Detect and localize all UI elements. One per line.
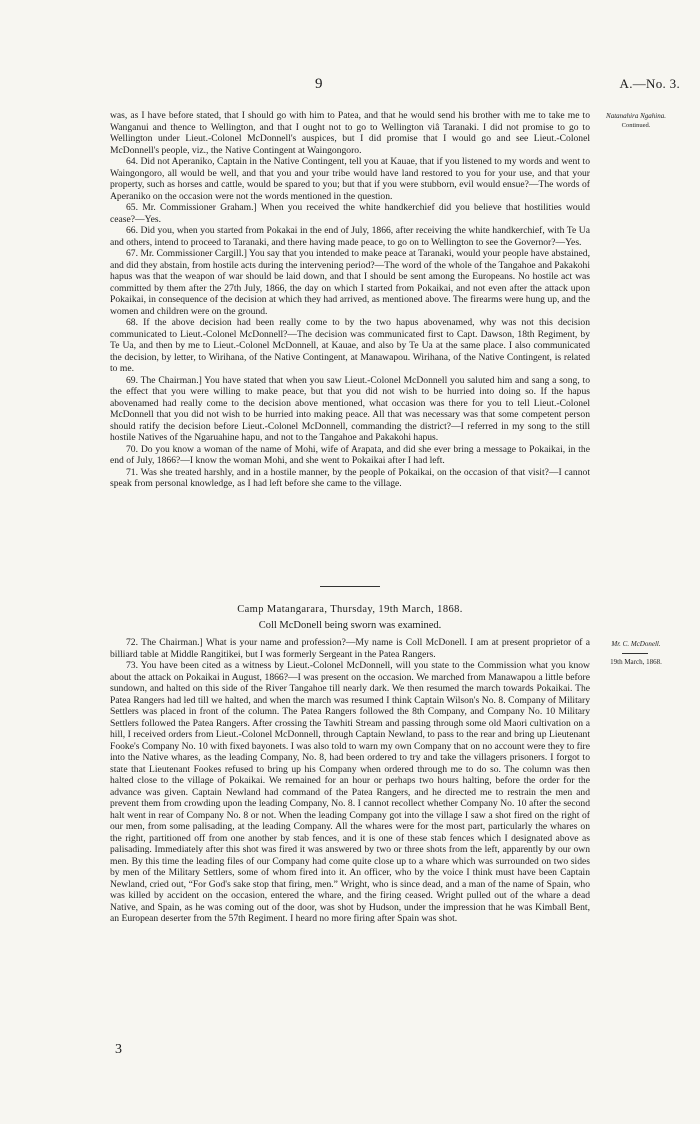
section-subheading: Coll McDonell being sworn was examined.: [258, 620, 442, 631]
paragraph: 67. Mr. Commissioner Cargill.] You say that you intended to make peace at Taranaki, would your people have abstained, and did they abstain, from hostile acts during the intervening period?—The word of the whole of the Tangahoe and Pakakohi hapus was that the weapon of war should be laid down, and that I should be sent among the Europeans. No hostile act was committed by them after the 27th July, 1866, the day on which I started from Pokaikai, and not even after the attack upon Pokaikai, in consequence of the decision at which they had arrived, as mentioned above. The firearms were hung up, and the women and children were on the ground.: [110, 248, 590, 317]
paragraph: 69. The Chairman.] You have stated that when you saw Lieut.-Colonel McDonnell you saluted him and sang a song, to the effect that you were willing to make peace, but that you did not wish to be hurried into doing so. If the hapus abovenamed had really come to the decision above mentioned, what occasion was there for you to tell Lieut.-Colonel McDonnell that you did not wish to be hurried into making peace. All that was necessary was that some competent person should ratify the decision before Lieut.-Colonel McDonnell, commanding the district?—I referred in my song to the still hostile Natives of the Ngaruahine hapu, and not to the Tangahoe and Pakakohi hapus.: [110, 374, 590, 443]
page-header: [110, 76, 680, 96]
paragraph: 71. Was she treated harshly, and in a hostile manner, by the people of Pokaikai, on the occasion of that visit?—I cannot speak from personal knowledge, as I had left before she came to the village.: [110, 466, 590, 489]
document-reference: A.—No. 3.: [619, 76, 680, 91]
paragraph: 64. Did not Aperaniko, Captain in the Native Contingent, tell you at Kauae, that if you listened to my words and went to Waingongoro, all would be well, and that you and your tribe would have land restored to you for your use, and that your property, such as horses and cattle, would be spared to you; but that if you were stubborn, evil would ensue?—The words of Aperaniko on the occasion were not the words mentioned in the question.: [110, 156, 590, 202]
margin-note-date: 19th March, 1868.: [610, 658, 662, 666]
margin-note-continued: Continued.: [621, 122, 651, 129]
margin-note-name: Natanahira Ngahina.: [606, 112, 666, 120]
page-number: 9: [315, 76, 323, 92]
paragraph: 66. Did you, when you started from Pokakai in the end of July, 1866, after receiving the white handkerchief, with Te Ua and others, intend to proceed to Taranaki, and there having made peace, to go on to Wellington to see the Governor?—Yes.: [110, 225, 590, 248]
section-heading: Camp Matangarara, Thursday, 19th March, 1868.: [237, 604, 463, 615]
questions-block-2: [110, 637, 590, 925]
questions-block-1: [110, 110, 590, 490]
section-divider: [320, 586, 380, 587]
paragraph: 68. If the above decision had been really come to by the two hapus abovenamed, why was not this decision communicated to Lieut.-Colonel McDonnell?—The decision was communicated first to Capt. Dawson, 18th Regiment, by Te Ua, and then by me to Lieut.-Colonel McDonnell, at Kauae, and also by Te Ua at the same place. I also communicated the decision, by letter, to Wirihana, of the Native Contingent, at Manawapou. Wirihana, of the Native Contingent, is related to me.: [110, 317, 590, 374]
margin-note-witness-1: [594, 112, 678, 130]
margin-divider: [622, 653, 648, 654]
paragraph: 70. Do you know a woman of the name of Mohi, wife of Arapata, and did she ever bring a message to Pokaikai, in the end of July, 1866?—I know the woman Mohi, and she went to Pokaikai after I had left.: [110, 443, 590, 466]
paragraph: 65. Mr. Commissioner Graham.] When you received the white handkerchief did you believe that hostilities would cease?—Yes.: [110, 202, 590, 225]
paragraph: 72. The Chairman.] What is your name and profession?—My name is Coll McDonell. I am at present proprietor of a billiard table at Middle Rangitikei, but I was formerly Sergeant in the Patea Rangers.: [110, 637, 590, 660]
margin-note-witness-2: Mr. C. McDonell.: [611, 640, 661, 648]
signature-mark: 3: [115, 1042, 122, 1057]
paragraph: 73. You have been cited as a witness by Lieut.-Colonel McDonnell, will you state to the Commission what you know about the attack on Pokaikai in August, 1866?—I was present on the occasion. We marched from Manawapou a little before sundown, and halted on this side of the River Tangahoe till nearly dark. We then resumed the march towards Pokaikai. The Patea Rangers had led till we halted, and when the march was resumed I think Captain Wilson's No. 8. Company of Military Settlers was placed in front of the column. The Patea Rangers followed the 8th Company, and Company No. 10 Military Settlers followed the Patea Rangers. After crossing the Tawhiti Stream and passing through some old Maori cultivation on a hill, I received orders from Lieut.-Colonel McDonnell, through Captain Newland, to pass to the rear and bring up Lieutenant Fooke's Company No. 10 with fixed bayonets. I was also told to warn my own Company that on no account were they to fire into the Native whares, as the leading Company, No. 8, had been ordered to try and take the villagers prisoners. I forgot to state that Lieutenant Fookes refused to bring up his Company when ordered through me to do so. The column was then halted close to the village of Pokaikai. We remained for an hour or perhaps two hours halting, before the order for the advance was given. Captain Newland had command of the Patea Rangers, and he directed me to restrain the men and prevent them from crowding upon the leading Company, No. 8. I cannot recollect whether Company No. 10 after the second halt went in rear of Company No. 8 or not. When the leading Company got into the village I saw a shot fired on the right of our men, from some palisading, at the leading Company. All the whares were for the most part, particularly the whares on the right, partitioned off from one another by stab fences, and it is one of these stab fences which I designated above as palisading. Immediately after this shot was fired it was answered by two or three shots from the left, apparently by our own men. By this time the leading files of our Company had come quite close up to a whare which was surrounded on two sides by men of the Military Settlers, some of whom fired into it. An officer, who by the voice I think must have been Captain Newland, cried out, “For God's sake stop that firing, men.” Wright, who is since dead, and a man of the name of Spain, who was killed by accident on the occasion, entered the whare, and the firing ceased. Wright pulled out of the whare a dead Native, and Spain, as he was coming out of the door, was shot by Hudson, under the impression that he was Kimball Bent, an European deserter from the 57th Regiment. I heard no more firing after Spain was shot.: [110, 660, 590, 924]
paragraph: was, as I have before stated, that I should go with him to Patea, and that he would send his brother with me to take me to Wanganui and thence to Wellington, and that I ought not to go to Wellington viâ Taranaki. I did not promise to go to Wellington under Lieut.-Colonel McDonnell's auspices, but I did promise that I would go and see Lieut.-Colonel McDonnell's people, viz., the Native Contingent at Waingongoro.: [110, 110, 590, 156]
